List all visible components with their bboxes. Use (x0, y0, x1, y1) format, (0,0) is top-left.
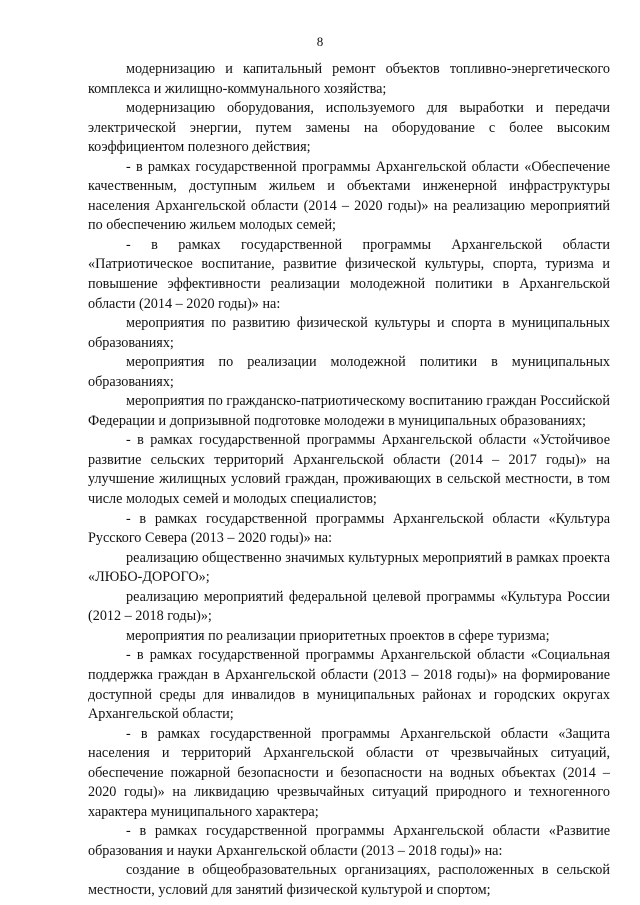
paragraph-8: - в рамках государственной программы Архангельской области «Устойчивое развитие сельских территорий Архангельской области (2014 – 2017 годы)» на улучшение жилищных условий граждан, проживающих в сельской местности, в том числе молодых семей и молодых специалистов; (88, 432, 610, 508)
paragraph-7: мероприятия по гражданско-патриотическому воспитанию граждан Российской Федерации и допризывной подготовке молодежи в муниципальных образованиях; (88, 393, 610, 429)
paragraph-13: - в рамках государственной программы Архангельской области «Социальная поддержка граждан в Архангельской области (2013 – 2018 годы)» на формирование доступной среды для инвалидов в муниципальных районах и городских округах Архангельской области; (88, 647, 610, 723)
paragraph-2: модернизацию оборудования, используемого для выработки и передачи электрической энергии, путем замены на оборудование с более высоким коэффициентом полезного действия; (88, 100, 610, 156)
paragraph-15: - в рамках государственной программы Архангельской области «Развитие образования и науки Архангельской области (2013 – 2018 годы)» на: (88, 823, 610, 859)
paragraph-14: - в рамках государственной программы Архангельской области «Защита населения и территорий Архангельской области от чрезвычайных ситуаций, обеспечение пожарной безопасности и безопасности на водных объектах (2014 – 2020 годы)» на ликвидацию чрезвычайных ситуаций природного и техногенного характера муниципального характера; (88, 725, 610, 820)
paragraph-5: мероприятия по развитию физической культуры и спорта в муниципальных образованиях; (88, 315, 610, 351)
paragraph-12: мероприятия по реализации приоритетных проектов в сфере туризма; (126, 627, 550, 644)
paragraph-11: реализацию мероприятий федеральной целевой программы «Культура России (2012 – 2018 годы)»; (88, 588, 610, 625)
document-body (88, 60, 610, 901)
paragraph-10: реализацию общественно значимых культурных мероприятий в рамках проекта «ЛЮБО-ДОРОГО»; (88, 549, 610, 586)
paragraph-9: - в рамках государственной программы Архангельской области «Культура Русского Севера (2013 – 2020 годы)» на: (88, 510, 610, 547)
paragraph-16: создание в общеобразовательных организациях, расположенных в сельской местности, условий для занятий физической культурой и спортом; (88, 862, 610, 898)
paragraph-6: мероприятия по реализации молодежной политики в муниципальных образованиях; (88, 354, 610, 390)
paragraph-3: - в рамках государственной программы Архангельской области «Обеспечение качественным, доступным жильем и объектами инженерной инфраструктуры населения Архангельской области (2014 – 2020 годы)» на реализацию мероприятий по обеспечению жильем молодых семей; (88, 158, 610, 234)
paragraph-4: - в рамках государственной программы Архангельской области «Патриотическое воспитание, развитие физической культуры, спорта, туризма и повышение эффективности реализации молодежной политики в Архангельской области (2014 – 2020 годы)» на: (88, 236, 610, 312)
paragraph-1: модернизацию и капитальный ремонт объектов топливно-энергетического комплекса и жилищно-коммунального хозяйства; (88, 61, 610, 97)
page-number: 8 (316, 34, 324, 49)
